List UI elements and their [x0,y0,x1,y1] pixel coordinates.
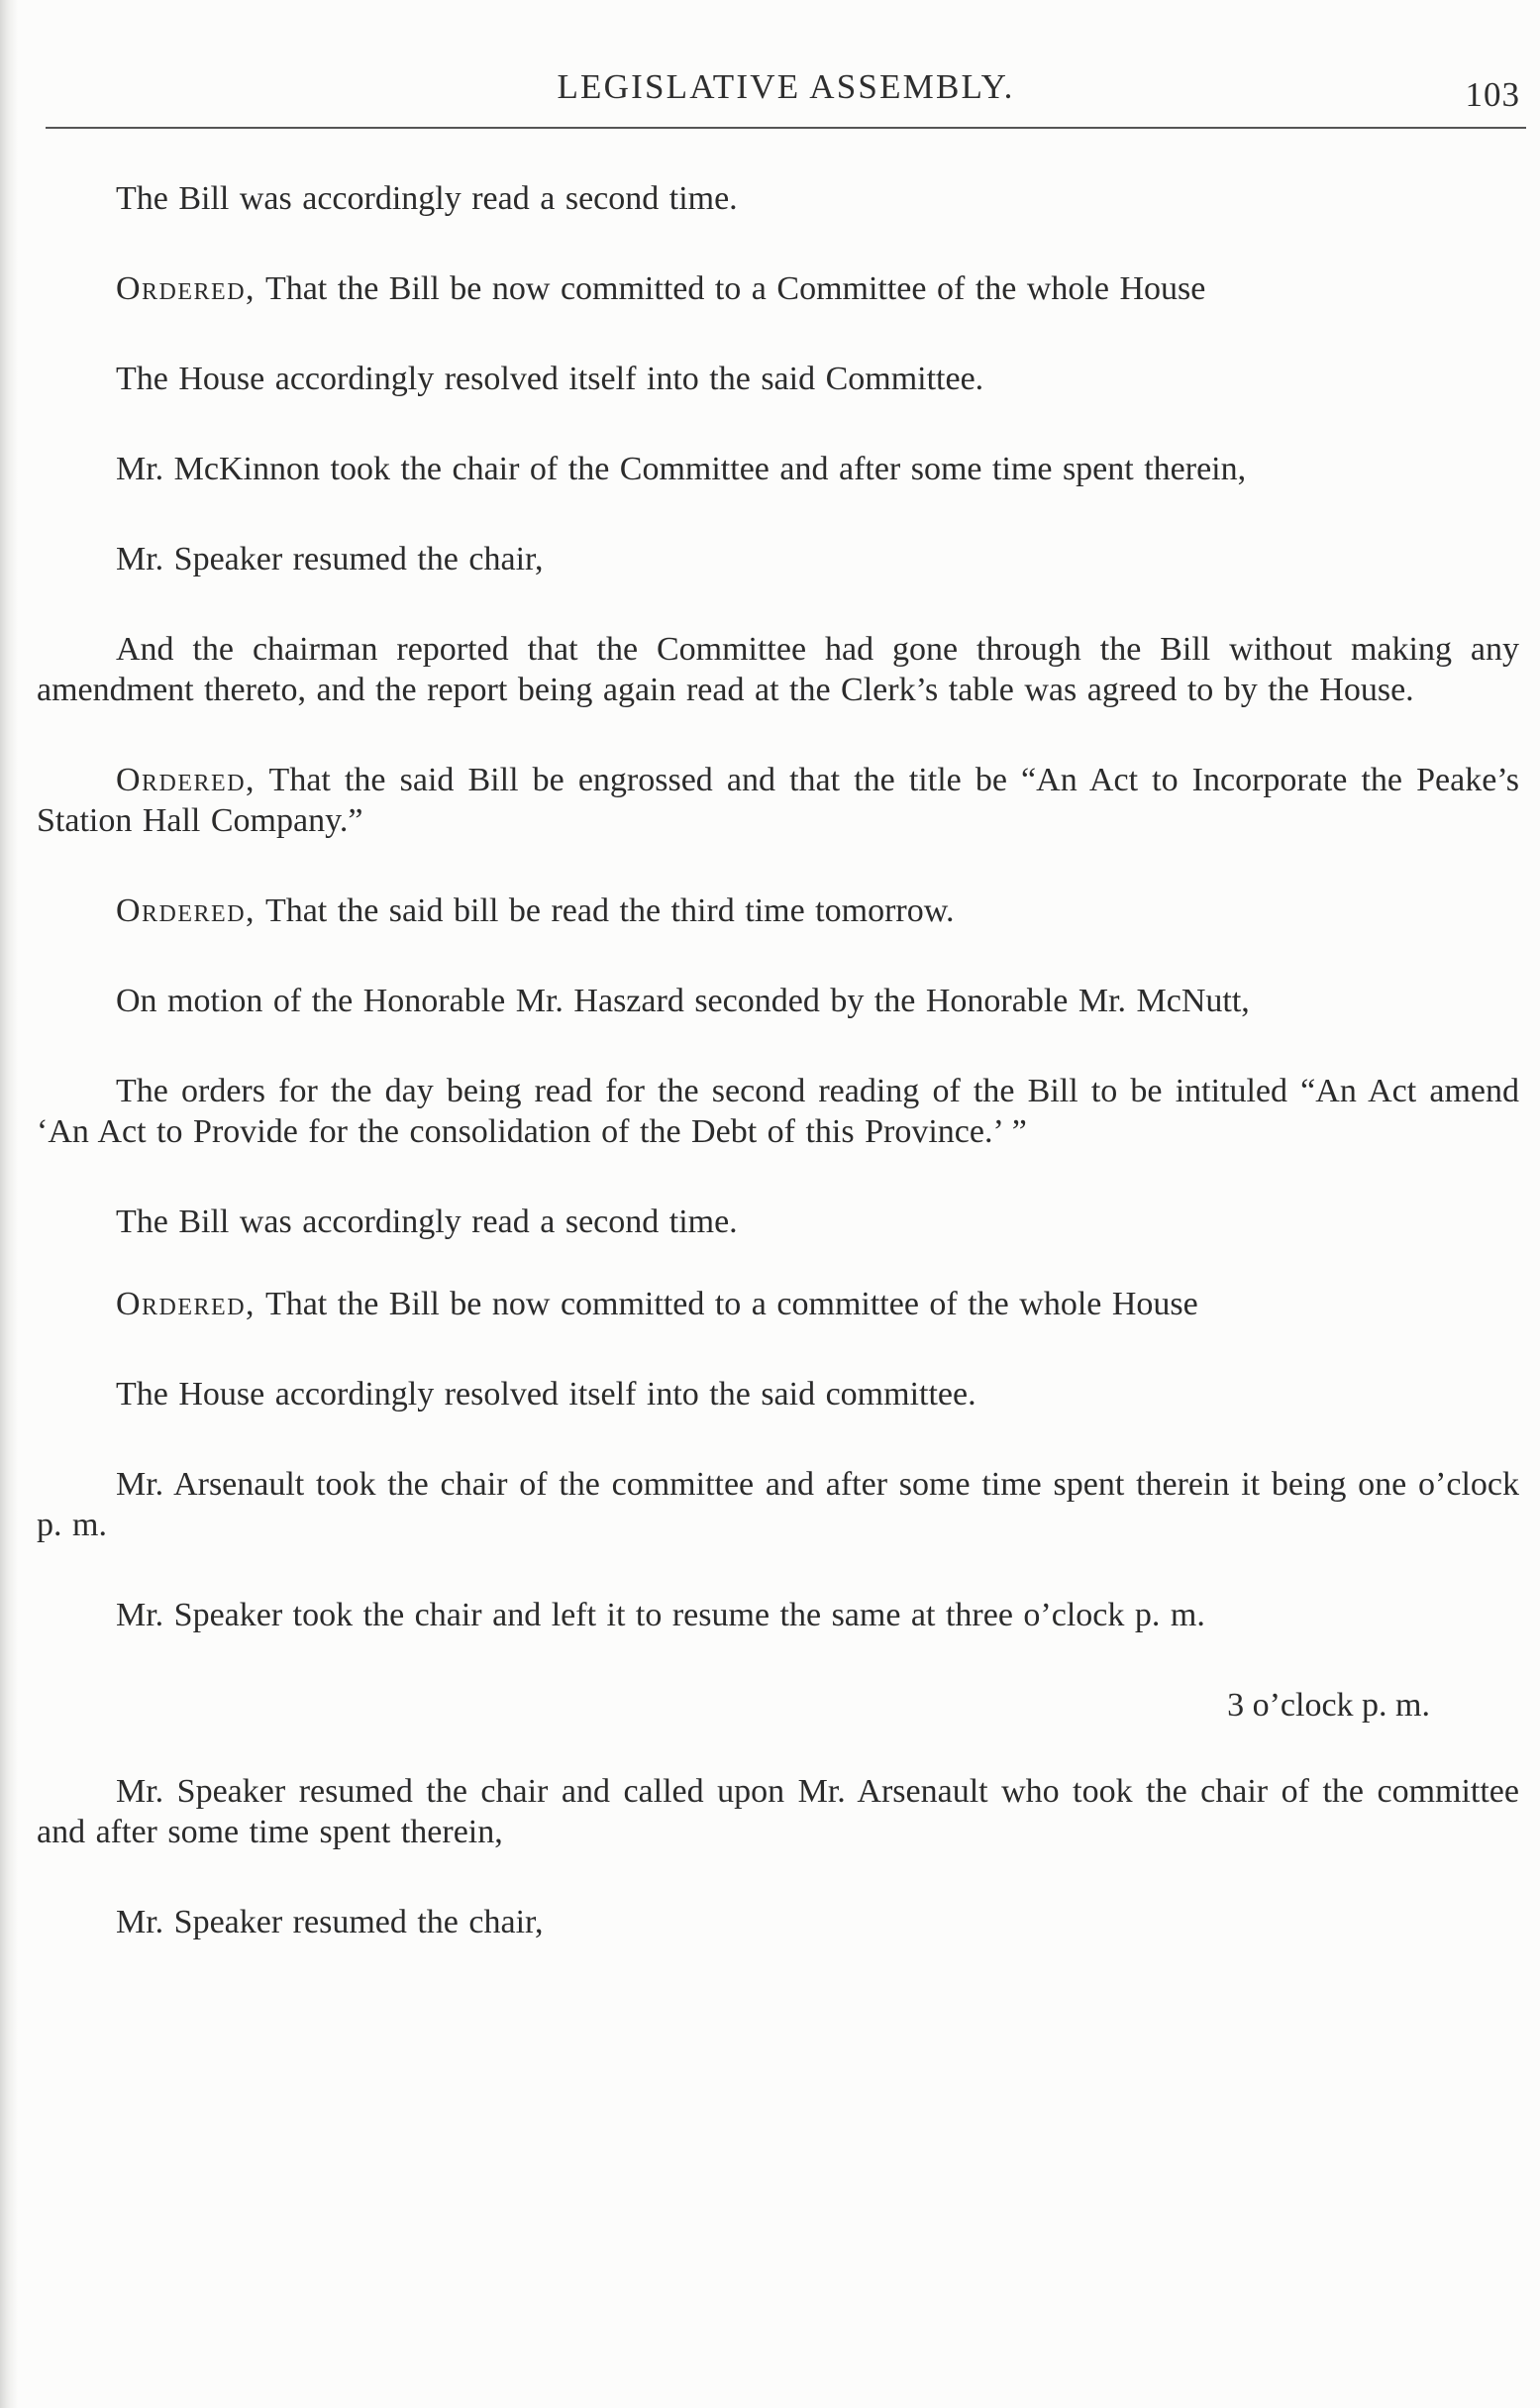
paragraph-lead: Ordered, [116,1286,257,1322]
paragraph [37,268,1519,309]
paragraph-lead: Ordered, [116,762,257,798]
paragraph [37,1902,1519,1942]
paragraph-text: That the Bill be now committed to a committee of the whole House [256,1286,1198,1322]
page-number: 103 [1465,75,1520,114]
time-note: 3 o’clock p. m. [1227,1687,1430,1724]
header-rule [46,127,1526,129]
paragraph-text: And the chairman reported that the Committee had gone through the Bill without making any amendment thereto, and the report being again read at the Clerk’s table was agreed to by the House. [37,631,1519,708]
paragraph [37,1374,1519,1414]
paragraph [37,629,1519,710]
paragraph [37,1284,1519,1324]
paragraph [37,539,1519,579]
paragraph-text: That the said Bill be engrossed and that the title be “An Act to Incorporate the Peake’s Station Hall Company.” [37,762,1519,839]
paragraph-text: The House accordingly resolved itself into the said Committee. [116,361,984,397]
paragraph-text: Mr. McKinnon took the chair of the Committee and after some time spent therein, [116,451,1247,487]
paragraph [37,760,1519,841]
paragraph-text: Mr. Speaker resumed the chair, [116,541,544,577]
paragraph-text: That the said bill be read the third time tomorrow. [256,892,955,929]
paragraph [37,178,1519,219]
paragraph-text: Mr. Arsenault took the chair of the committee and after some time spent therein it being one o’clock p. m. [37,1466,1519,1543]
paragraph-text: Mr. Speaker resumed the chair, [116,1904,544,1940]
body-text [37,178,1519,1992]
paragraph-text: The orders for the day being read for the second reading of the Bill to be intituled “An Act amend ‘An Act to Provide for the consolidation of the Debt of this Province.’ ” [37,1073,1519,1150]
paragraph [37,1595,1519,1635]
paragraph-text: That the Bill be now committed to a Committee of the whole House [256,270,1206,307]
paragraph-text: The House accordingly resolved itself into the said committee. [116,1376,976,1413]
paragraph-text: The Bill was accordingly read a second time. [116,1204,738,1240]
paragraph [37,981,1519,1021]
paragraph-lead: Ordered, [116,270,257,307]
paragraph [37,359,1519,399]
paragraph [37,890,1519,931]
running-title: LEGISLATIVE ASSEMBLY. [557,67,1015,106]
paragraph-text: Mr. Speaker took the chair and left it to resume the same at three o’clock p. m. [116,1597,1205,1633]
paragraph [37,1464,1519,1545]
paragraph [37,1771,1519,1852]
paragraph [37,1202,1519,1242]
paragraph-text: On motion of the Honorable Mr. Haszard seconded by the Honorable Mr. McNutt, [116,983,1250,1019]
paragraph-text: Mr. Speaker resumed the chair and called upon Mr. Arsenault who took the chair of the committee and after some time spent therein, [37,1773,1519,1850]
paragraph [37,1071,1519,1152]
page-header [46,61,1526,121]
scan-binding-edge [0,0,18,2408]
paragraph [37,449,1519,489]
paragraph-lead: Ordered, [116,892,257,929]
paragraph-text: The Bill was accordingly read a second time. [116,180,738,217]
